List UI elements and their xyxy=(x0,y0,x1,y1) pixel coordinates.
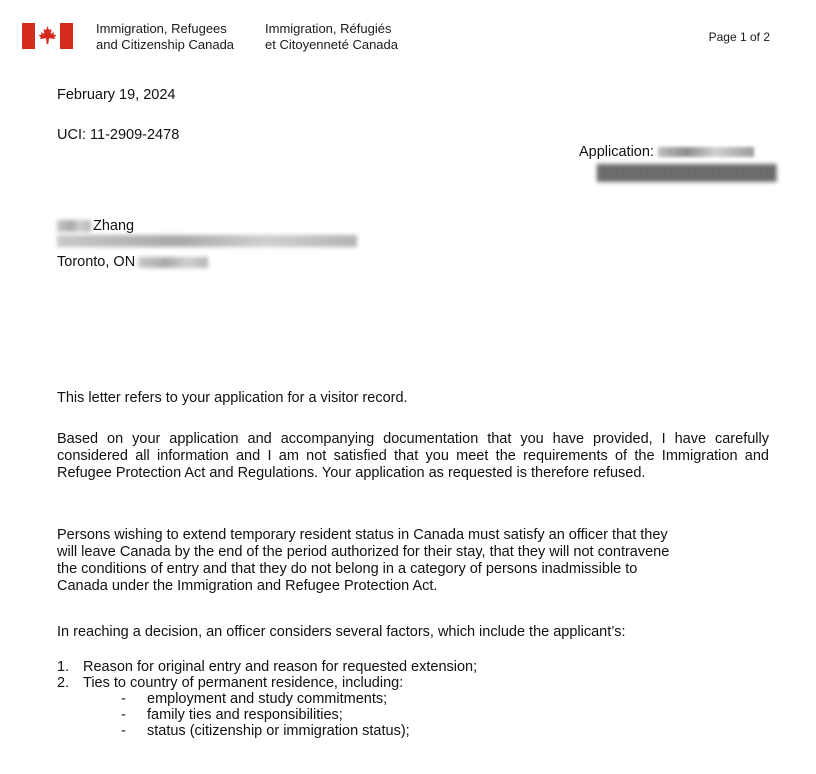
redacted-application-value xyxy=(658,147,754,157)
recipient-city-line xyxy=(57,254,208,270)
sub-list-item-text: family ties and responsibilities; xyxy=(147,707,343,723)
department-fr-line1: Immigration, Réfugiés xyxy=(265,21,392,36)
department-en-line2: and Citizenship Canada xyxy=(96,37,235,52)
paragraph-factors-intro: In reaching a decision, an officer considers several factors, which include the applicant’s: xyxy=(57,624,626,640)
department-en-line1: Immigration, Refugees xyxy=(96,21,227,36)
list-item xyxy=(57,675,477,739)
requirements-line: the conditions of entry and that they do not belong in a category of persons inadmissible to xyxy=(57,561,638,577)
paragraph-intro: This letter refers to your application for a visitor record. xyxy=(57,390,408,406)
sub-list-item xyxy=(121,723,477,739)
paragraph-requirements xyxy=(57,527,763,595)
letter-date: February 19, 2024 xyxy=(57,87,176,103)
sub-list-item-text: employment and study commitments; xyxy=(147,691,388,707)
recipient-name xyxy=(57,218,134,234)
sub-list-item-text: status (citizenship or immigration status); xyxy=(147,723,410,739)
department-name-en xyxy=(96,21,234,53)
department-fr-line2: et Citoyenneté Canada xyxy=(265,37,398,52)
paragraph-refusal: Based on your application and accompanying documentation that you have provided, I have carefully considered all information and I am not satisfied that you meet the requirements of the Immigration and Refugee Protection Act and Regulations. Your application as requested is therefore refused. xyxy=(57,431,769,481)
list-dash: - xyxy=(121,707,126,723)
redacted-street-address xyxy=(57,235,357,247)
list-item-text: Reason for original entry and reason for requested extension; xyxy=(83,659,478,675)
page-number: Page 1 of 2 xyxy=(708,30,770,44)
redacted-barcode xyxy=(597,164,777,182)
list-item-text: Ties to country of permanent residence, including: xyxy=(83,675,404,691)
factors-list xyxy=(57,659,477,739)
list-item-number: 1. xyxy=(57,659,70,675)
application-number xyxy=(579,144,754,160)
list-dash: - xyxy=(121,723,126,739)
sub-list-item xyxy=(121,691,477,707)
sub-list xyxy=(57,691,477,739)
recipient-city: Toronto, ON xyxy=(57,254,136,270)
sub-list-item xyxy=(121,707,477,723)
redacted-postal-code xyxy=(138,257,208,268)
uci-number: UCI: 11-2909-2478 xyxy=(57,127,180,143)
requirements-line: Persons wishing to extend temporary resident status in Canada must satisfy an officer that they xyxy=(57,527,668,543)
redacted-first-name xyxy=(57,220,91,232)
requirements-line: will leave Canada by the end of the period authorized for their stay, that they will not contravene xyxy=(57,544,670,560)
list-dash: - xyxy=(121,691,126,707)
department-name-fr xyxy=(265,21,398,53)
application-label: Application: xyxy=(579,144,654,160)
list-item xyxy=(57,659,477,675)
recipient-last-name: Zhang xyxy=(93,218,135,234)
requirements-line: Canada under the Immigration and Refugee Protection Act. xyxy=(57,578,438,594)
recipient-street xyxy=(57,233,357,249)
list-item-number: 2. xyxy=(57,675,70,691)
canada-flag-icon xyxy=(22,23,73,49)
